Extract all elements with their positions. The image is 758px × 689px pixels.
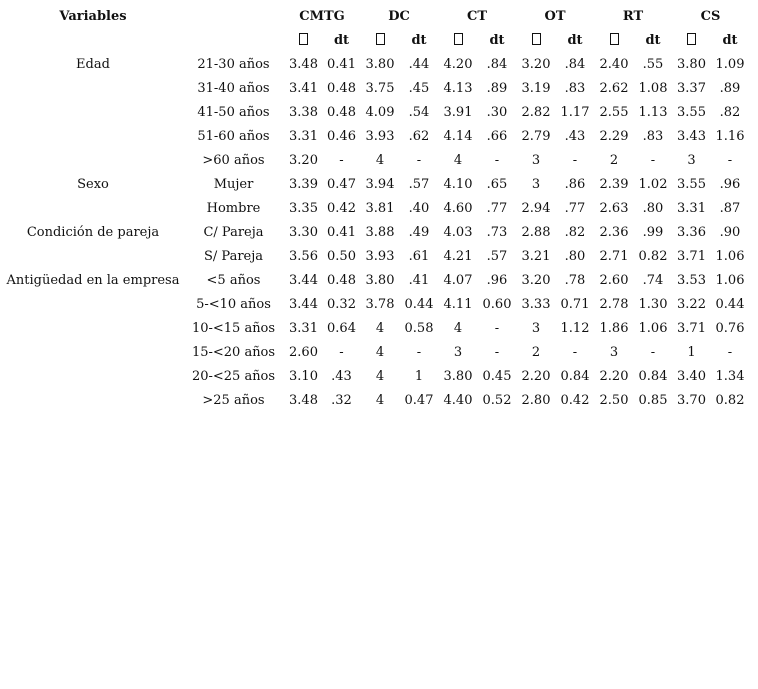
mean-header-cell (360, 28, 400, 52)
variable-cell (3, 76, 183, 100)
missing-glyph-icon (532, 33, 541, 45)
mean-value-cell: 3 (531, 152, 541, 168)
dt-value-cell: 0.48 (327, 104, 356, 120)
category-cell: >25 años (202, 392, 265, 408)
dt-header-cell: dt (722, 32, 738, 48)
mean-value-cell: 2.62 (599, 80, 629, 96)
mean-value-cell: 2.78 (599, 296, 629, 312)
mean-value-cell: 3.80 (443, 368, 473, 384)
mean-header-cell (594, 28, 634, 52)
mean-value-cell: 3.10 (289, 368, 318, 384)
category-cell: 31-40 años (197, 80, 270, 96)
dt-value-cell: .87 (719, 200, 741, 216)
mean-value-cell: 3.91 (443, 104, 473, 120)
mean-value-cell: 4.60 (443, 200, 473, 216)
mean-value-cell: 4.11 (443, 296, 473, 312)
mean-header-cell (516, 28, 556, 52)
variable-cell (3, 316, 183, 340)
mean-value-cell: 3.80 (365, 56, 395, 72)
mean-value-cell: 3.88 (365, 224, 395, 240)
dt-header-cell: dt (645, 32, 661, 48)
mean-value-cell: 3 (609, 344, 619, 360)
missing-glyph-icon (687, 33, 696, 45)
dt-value-cell: 0.71 (560, 296, 590, 312)
dt-value-cell: - (494, 344, 500, 360)
dt-value-cell: .77 (486, 200, 508, 216)
dt-value-cell: .78 (564, 272, 586, 288)
dt-value-cell: 0.41 (327, 224, 356, 240)
table-row (3, 244, 749, 268)
mean-value-cell: 4.14 (443, 128, 473, 144)
dt-value-cell: 0.84 (560, 368, 590, 384)
mean-value-cell: 3 (687, 152, 696, 168)
mean-value-cell: 3.93 (365, 248, 395, 264)
dt-value-cell: .57 (408, 176, 430, 192)
dt-value-cell: .43 (331, 368, 352, 384)
category-cell: <5 años (206, 272, 261, 288)
dt-value-cell: .54 (408, 104, 430, 120)
dt-value-cell: .82 (564, 224, 586, 240)
mean-value-cell: 1 (687, 344, 696, 360)
mean-value-cell: 3.35 (289, 200, 318, 216)
mean-value-cell: 4.03 (443, 224, 473, 240)
mean-value-cell: 2.50 (599, 392, 629, 408)
dt-value-cell: .32 (331, 392, 352, 408)
mean-value-cell: 2.63 (599, 200, 629, 216)
mean-value-cell: 4 (453, 152, 463, 168)
mean-value-cell: 3.44 (289, 272, 318, 288)
table-row (3, 220, 749, 244)
dt-value-cell: 0.82 (715, 392, 745, 408)
table-row (3, 52, 749, 76)
mean-value-cell: 4.10 (443, 176, 473, 192)
dt-value-cell: 0.48 (327, 272, 356, 288)
group-header-ct: CT (466, 8, 488, 24)
mean-value-cell: 3.39 (289, 176, 318, 192)
dt-value-cell: - (650, 344, 656, 360)
missing-glyph-icon (299, 33, 308, 45)
variable-cell (3, 244, 183, 268)
mean-value-cell: 3.40 (677, 368, 706, 384)
variable-cell: Antigüedad en la empresa (6, 272, 180, 288)
table-row (3, 76, 749, 100)
variable-cell: Condición de pareja (26, 224, 160, 240)
dt-value-cell: 1.16 (715, 128, 745, 144)
dt-value-cell: 0.47 (327, 176, 356, 192)
dt-value-cell: 1.08 (638, 80, 668, 96)
dt-value-cell: 0.58 (404, 320, 434, 336)
mean-header-cell (284, 28, 323, 52)
mean-value-cell: 2.40 (599, 56, 629, 72)
variable-cell (3, 148, 183, 172)
dt-value-cell: 0.76 (715, 320, 745, 336)
mean-value-cell: 2.79 (521, 128, 551, 144)
table-row (3, 196, 749, 220)
dt-value-cell: - (494, 152, 500, 168)
dt-header-cell: dt (411, 32, 427, 48)
dt-value-cell: 0.82 (638, 248, 668, 264)
dt-value-cell: - (727, 344, 733, 360)
group-header-rt: RT (622, 8, 644, 24)
dt-header-cell: dt (567, 32, 583, 48)
dt-value-cell: 0.32 (327, 296, 356, 312)
dt-value-cell: .89 (486, 80, 508, 96)
mean-value-cell: 4.09 (365, 104, 395, 120)
mean-value-cell: 3 (531, 320, 541, 336)
group-header-cs: CS (700, 8, 721, 24)
mean-value-cell: 4 (453, 320, 463, 336)
dt-value-cell: 0.47 (404, 392, 434, 408)
dt-value-cell: .40 (408, 200, 430, 216)
mean-value-cell: 4.07 (443, 272, 473, 288)
mean-value-cell: 3 (453, 344, 463, 360)
variable-cell (3, 388, 183, 412)
mean-value-cell: 2.94 (521, 200, 551, 216)
dt-value-cell: 1.30 (638, 296, 668, 312)
mean-value-cell: 4.13 (443, 80, 473, 96)
dt-value-cell: 0.52 (482, 392, 512, 408)
dt-value-cell: 0.46 (327, 128, 356, 144)
dt-header-cell: dt (333, 32, 350, 48)
category-cell: 5-<10 años (196, 296, 271, 312)
table-row (3, 388, 749, 412)
dt-value-cell: .82 (719, 104, 741, 120)
dt-header-cell: dt (489, 32, 505, 48)
table-row (3, 316, 749, 340)
mean-value-cell: 1.86 (599, 320, 629, 336)
mean-value-cell: 3.31 (677, 200, 706, 216)
mean-value-cell: 2.36 (599, 224, 629, 240)
mean-value-cell: 2.29 (599, 128, 629, 144)
mean-value-cell: 3.71 (677, 248, 706, 264)
mean-value-cell: 2.60 (289, 344, 318, 360)
dt-value-cell: - (416, 152, 422, 168)
dt-value-cell: .83 (642, 128, 664, 144)
dt-value-cell: 1 (414, 368, 424, 384)
mean-value-cell: 4 (375, 392, 385, 408)
mean-value-cell: 3.21 (521, 248, 551, 264)
mean-value-cell: 3.53 (677, 272, 706, 288)
dt-value-cell: 1.17 (560, 104, 590, 120)
dt-value-cell: 0.60 (482, 296, 512, 312)
mean-value-cell: 3.48 (289, 56, 318, 72)
mean-value-cell: 2 (531, 344, 541, 360)
mean-value-cell: 3.93 (365, 128, 395, 144)
mean-value-cell: 3.44 (289, 296, 318, 312)
dt-value-cell: .84 (486, 56, 508, 72)
dt-value-cell: .90 (719, 224, 741, 240)
table-row (3, 172, 749, 196)
dt-value-cell: 0.85 (638, 392, 668, 408)
table-body (3, 52, 749, 412)
dt-value-cell: - (572, 152, 578, 168)
dt-value-cell: - (339, 344, 344, 360)
mean-value-cell: 4.21 (443, 248, 473, 264)
dt-value-cell: .86 (564, 176, 586, 192)
dt-value-cell: - (727, 152, 733, 168)
mean-value-cell: 3.48 (289, 392, 318, 408)
dt-value-cell: 0.42 (327, 200, 356, 216)
mean-value-cell: 2.60 (599, 272, 629, 288)
category-cell: 10-<15 años (191, 320, 276, 336)
dt-value-cell: .77 (564, 200, 586, 216)
dt-value-cell: .43 (564, 128, 586, 144)
group-header-cmtg: CMTG (299, 8, 345, 24)
mean-value-cell: 2.39 (599, 176, 629, 192)
category-cell: 20-<25 años (191, 368, 276, 384)
mean-header-cell (438, 28, 478, 52)
mean-value-cell: 3.55 (677, 176, 706, 192)
dt-value-cell: 0.50 (327, 248, 356, 264)
variable-cell (3, 340, 183, 364)
variable-cell (3, 124, 183, 148)
mean-value-cell: 3.38 (289, 104, 318, 120)
variable-cell (3, 196, 183, 220)
table-row (3, 148, 749, 172)
dt-value-cell: - (572, 344, 578, 360)
mean-value-cell: 3.22 (677, 296, 706, 312)
table-row (3, 100, 749, 124)
dt-value-cell: 0.41 (327, 56, 356, 72)
dt-value-cell: 0.84 (638, 368, 668, 384)
mean-value-cell: 3.55 (677, 104, 706, 120)
dt-value-cell: 0.42 (560, 392, 590, 408)
mean-header-cell (672, 28, 711, 52)
category-cell: S/ Pareja (203, 248, 264, 264)
dt-value-cell: 1.09 (715, 56, 745, 72)
category-cell: 15-<20 años (191, 344, 276, 360)
variable-cell (3, 364, 183, 388)
subheader-row (3, 28, 749, 52)
mean-value-cell: 3.20 (521, 272, 551, 288)
dt-value-cell: .65 (486, 176, 508, 192)
missing-glyph-icon (376, 33, 385, 45)
mean-value-cell: 3.41 (289, 80, 318, 96)
dt-value-cell: 1.13 (638, 104, 668, 120)
mean-value-cell: 3.56 (289, 248, 318, 264)
dt-value-cell: 0.44 (715, 296, 745, 312)
group-header-row (3, 4, 749, 28)
dt-value-cell: .41 (408, 272, 430, 288)
mean-value-cell: 3.81 (365, 200, 395, 216)
group-header-ot: OT (544, 8, 566, 24)
dt-value-cell: - (650, 152, 656, 168)
mean-value-cell: 2.71 (599, 248, 629, 264)
dt-value-cell: .55 (642, 56, 664, 72)
mean-value-cell: 3.80 (365, 272, 395, 288)
missing-glyph-icon (610, 33, 619, 45)
dt-value-cell: 0.48 (327, 80, 356, 96)
category-cell: >60 años (202, 152, 265, 168)
mean-value-cell: 4 (375, 320, 385, 336)
mean-value-cell: 2.55 (599, 104, 629, 120)
mean-value-cell: 3.19 (521, 80, 551, 96)
mean-value-cell: 2 (609, 152, 619, 168)
missing-glyph-icon (454, 33, 463, 45)
dt-value-cell: .57 (486, 248, 508, 264)
dt-value-cell: 1.06 (715, 272, 745, 288)
mean-value-cell: 2.20 (521, 368, 551, 384)
dt-value-cell: .61 (408, 248, 430, 264)
variable-cell: Sexo (77, 176, 109, 192)
mean-value-cell: 3.31 (289, 128, 318, 144)
table-row (3, 124, 749, 148)
mean-value-cell: 2.82 (521, 104, 551, 120)
dt-value-cell: 1.06 (638, 320, 668, 336)
results-table (3, 4, 749, 412)
dt-value-cell: .49 (408, 224, 430, 240)
variable-cell (3, 100, 183, 124)
mean-value-cell: 3.20 (289, 152, 318, 168)
mean-value-cell: 4 (375, 368, 385, 384)
mean-value-cell: 2.80 (521, 392, 551, 408)
dt-value-cell: - (416, 344, 422, 360)
dt-value-cell: - (494, 320, 500, 336)
mean-value-cell: 3 (531, 176, 541, 192)
dt-value-cell: 1.02 (638, 176, 668, 192)
dt-value-cell: .73 (486, 224, 508, 240)
dt-value-cell: 0.44 (404, 296, 434, 312)
dt-value-cell: - (339, 152, 344, 168)
dt-value-cell: .30 (486, 104, 508, 120)
variable-cell (3, 292, 183, 316)
dt-value-cell: .74 (642, 272, 664, 288)
dt-value-cell: .80 (564, 248, 586, 264)
mean-value-cell: 3.20 (521, 56, 551, 72)
mean-value-cell: 3.80 (677, 56, 706, 72)
category-cell: 21-30 años (197, 56, 270, 72)
dt-value-cell: 1.06 (715, 248, 745, 264)
table-row (3, 364, 749, 388)
dt-value-cell: .83 (564, 80, 586, 96)
category-cell: 51-60 años (197, 128, 270, 144)
mean-value-cell: 3.31 (289, 320, 318, 336)
mean-value-cell: 4.40 (443, 392, 473, 408)
category-cell: Mujer (213, 176, 254, 192)
table-row (3, 268, 749, 292)
table-row (3, 340, 749, 364)
mean-value-cell: 4 (375, 344, 385, 360)
mean-value-cell: 3.94 (365, 176, 395, 192)
mean-value-cell: 3.30 (289, 224, 318, 240)
dt-value-cell: 0.64 (327, 320, 356, 336)
dt-value-cell: .45 (408, 80, 430, 96)
group-header-dc: DC (388, 8, 410, 24)
dt-value-cell: 1.34 (715, 368, 745, 384)
mean-value-cell: 2.88 (521, 224, 551, 240)
mean-value-cell: 3.75 (365, 80, 395, 96)
dt-value-cell: .80 (642, 200, 664, 216)
mean-value-cell: 3.37 (677, 80, 706, 96)
dt-value-cell: 1.12 (560, 320, 590, 336)
mean-value-cell: 3.78 (365, 296, 395, 312)
category-cell: Hombre (206, 200, 261, 216)
mean-value-cell: 3.33 (521, 296, 551, 312)
mean-value-cell: 2.20 (599, 368, 629, 384)
mean-value-cell: 4 (375, 152, 385, 168)
mean-value-cell: 3.36 (677, 224, 706, 240)
dt-value-cell: .44 (408, 56, 430, 72)
table-row (3, 292, 749, 316)
dt-value-cell: .66 (486, 128, 508, 144)
category-cell: C/ Pareja (203, 224, 264, 240)
mean-value-cell: 4.20 (443, 56, 473, 72)
dt-value-cell: .96 (486, 272, 508, 288)
mean-value-cell: 3.70 (677, 392, 706, 408)
mean-value-cell: 3.71 (677, 320, 706, 336)
variable-cell: Edad (76, 56, 110, 72)
category-cell: 41-50 años (197, 104, 270, 120)
variables-header: Variables (59, 8, 127, 24)
dt-value-cell: 0.45 (482, 368, 512, 384)
dt-value-cell: .99 (642, 224, 664, 240)
dt-value-cell: .84 (564, 56, 586, 72)
dt-value-cell: .89 (719, 80, 741, 96)
dt-value-cell: .62 (408, 128, 430, 144)
dt-value-cell: .96 (719, 176, 741, 192)
mean-value-cell: 3.43 (677, 128, 706, 144)
